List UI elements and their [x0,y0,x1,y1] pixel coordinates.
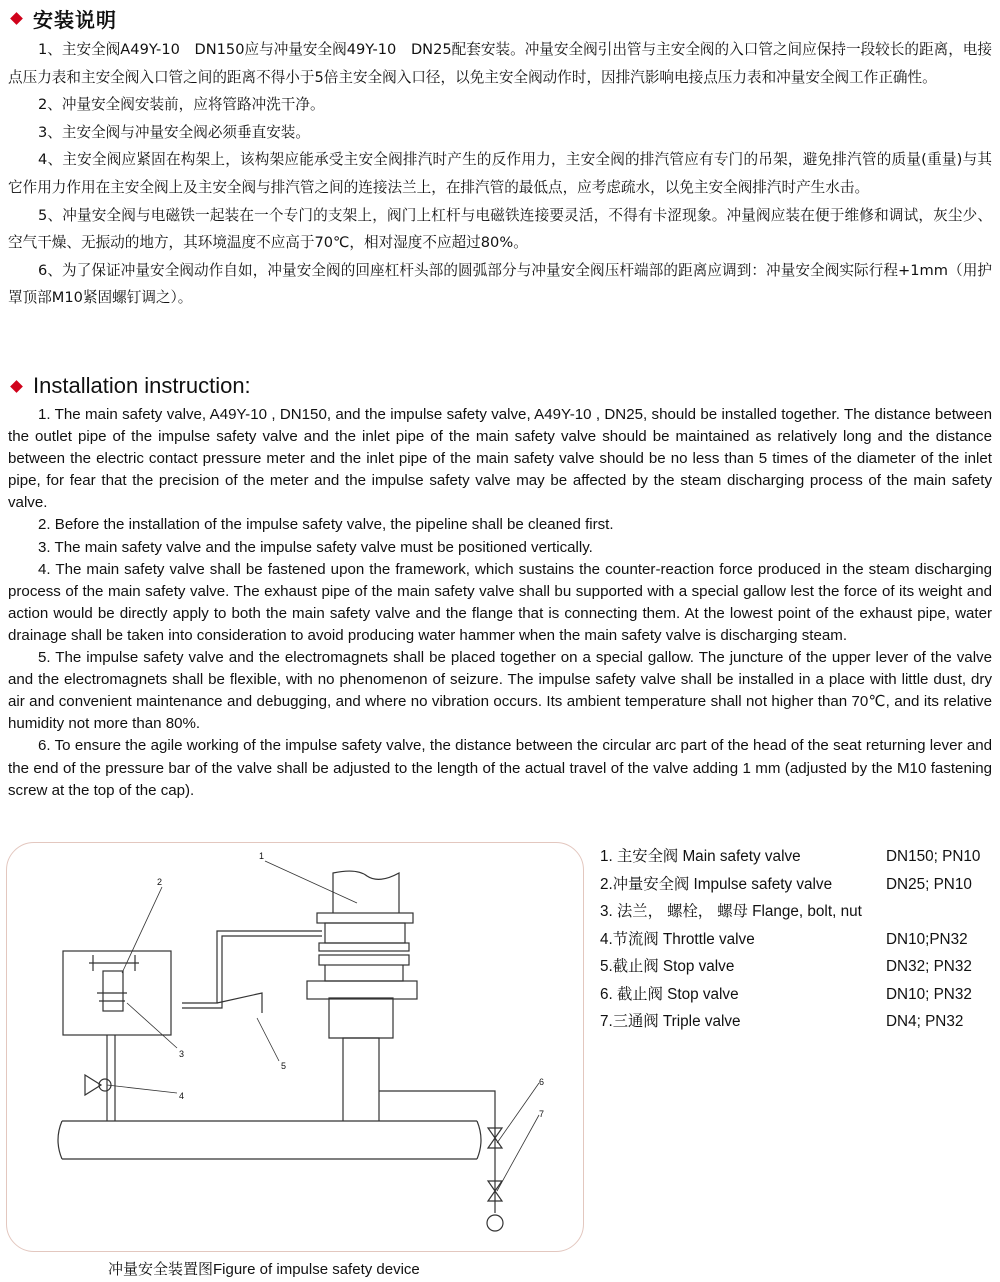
diamond-bullet-icon [10,12,23,25]
callout-label: 5 [281,1061,287,1071]
en-item: 6. To ensure the agile working of the impulse safety valve, the distance between the circular arc part of the head of the seat returning lever and the end of the pressure bar of the valve shall be adjusted to the length of the actual travel of the valve adding 1 mm (adjusted by the M10 fastening screw at the top of the cap). [8,737,992,799]
legend-part-spec: DN150; PN10 [886,848,981,865]
callout-label: 4 [179,1091,185,1101]
cn-section-title: 安装说明 [33,10,117,32]
legend-row [600,898,995,926]
callout-label: 3 [179,1049,185,1059]
legend-part-spec: DN4; PN32 [886,1013,964,1030]
impulse-device-drawing [7,843,583,1251]
connecting-line [182,931,322,1013]
legend-row [600,981,995,1009]
diamond-bullet-icon [10,380,23,393]
en-instructions [8,404,992,802]
legend-part-spec: DN32; PN32 [886,958,972,975]
cn-item: 5、冲量安全阀与电磁铁一起装在一个专门的支架上，阀门上杠杆与电磁铁连接要灵活，不得有卡涩现象。冲量阀应装在便于维修和调试，灰尘少、空气干燥、无振动的地方，其环境温度不应高于70℃，相对湿度不应超过80%。 [8,206,992,252]
main-pipe [58,1121,481,1159]
callout-label: 2 [157,877,163,887]
cn-instructions [8,36,992,312]
en-section-title: Installation instruction: [33,373,251,398]
en-item: 2. Before the installation of the impulse safety valve, the pipeline shall be cleaned first. [38,516,614,534]
en-item: 1. The main safety valve, A49Y-10 , DN150, and the impulse safety valve, A49Y-10 , DN25, should be installed together. The distance between the outlet pipe of the impulse safety valve and the inlet pipe of the main safety valve should be maintained as relatively long and the distance between the electric contact pressure meter and the inlet pipe of the main safety valve should be no less than 5 times of the diameter of the inlet pipe, for fear that the precision of the meter and the impulse safety valve may be affected by the steam discharging process of the main safety valve. [8,406,992,512]
legend-part-name: 1. 主安全阀 Main safety valve [600,848,801,865]
main-safety-valve [307,871,417,1121]
legend-part-name: 5.截止阀 Stop valve [600,958,735,975]
callout-label: 6 [539,1077,545,1087]
en-item: 3. The main safety valve and the impulse safety valve must be positioned vertically. [38,538,593,556]
legend-row [600,843,995,871]
legend-row [600,1008,995,1036]
en-item: 5. The impulse safety valve and the electromagnets shall be placed together on a special gallow. The juncture of the upper lever of the valve and the electromagnets shall be flexible, with no phenomenon of seizure. The impulse safety valve shall be installed in a place with little dust, dry air and convenient maintenance and debugging, and where no vibration occurs. Its ambient temperature shall not higher than 70℃, and its relative humidity not more than 80%. [8,649,992,733]
legend-part-spec: DN25; PN10 [886,875,972,893]
impulse-valve-assembly [63,951,171,1121]
callout-label: 1 [259,851,265,861]
drain-line [379,1091,503,1231]
callout-label: 7 [539,1109,545,1119]
legend-part-name: 4.节流阀 Throttle valve [600,930,755,948]
legend-part-spec: DN10; PN32 [886,985,972,1003]
cn-item: 4、主安全阀应紧固在构架上，该构架应能承受主安全阀排汽时产生的反作用力，主安全阀的排汽管应有专门的吊架，避免排汽管的质量(重量)与其它作用力作用在主安全阀上及主安全阀与排汽管之间的连接法兰上，在排汽管的最低点，应考虑疏水，以免主安全阀排汽时产生水击。 [8,151,992,196]
legend-part-name: 2.冲量安全阀 Impulse safety valve [600,875,833,893]
legend-part-spec: DN10;PN32 [886,930,968,948]
en-item: 4. The main safety valve shall be fastened upon the framework, which sustains the counter-reaction force produced in the steam discharging process of the main safety valve. The exhaust pipe of the main safety valve shall bu supported with a special gallow lest the force of its weight and action would be directly apply to both the main safety valve and the flange that is connecting them. At the lowest point of the exhaust pipe, water drainage shall be taken into consideration to avoid producing water hammer when the main safety valve is discharging steam. [8,560,992,644]
legend-row [600,953,995,981]
legend-part-name: 7.三通阀 Triple valve [600,1013,741,1030]
parts-legend [600,843,995,1036]
impulse-device-figure [6,842,584,1252]
legend-row [600,871,995,899]
cn-item: 3、主安全阀与冲量安全阀必须垂直安装。 [38,123,310,141]
legend-part-name: 6. 截止阀 Stop valve [600,985,739,1003]
figure-caption: 冲量安全装置图Figure of impulse safety device [108,1261,420,1278]
legend-part-name: 3. 法兰， 螺栓， 螺母 Flange, bolt, nut [600,903,862,920]
cn-item: 6、为了保证冲量安全阀动作自如，冲量安全阀的回座杠杆头部的圆弧部分与冲量安全阀压杆端部的距离应调到：冲量安全阀实际行程+1mm（用护罩顶部M10紧固螺钉调之）。 [8,261,992,307]
en-section-heading [8,373,251,399]
cn-item: 1、主安全阀A49Y-10 DN150应与冲量安全阀49Y-10 DN25配套安装。冲量安全阀引出管与主安全阀的入口管之间应保持一段较长的距离，电接点压力表和主安全阀入口管之间的距离不得小于5倍主安全阀入口径，以免主安全阀动作时，因排汽影响电接点压力表和冲量安全阀工作正确性。 [8,41,992,86]
cn-item: 2、冲量安全阀安装前，应将管路冲洗干净。 [38,96,325,114]
cn-section-heading [8,4,117,33]
legend-row [600,926,995,954]
